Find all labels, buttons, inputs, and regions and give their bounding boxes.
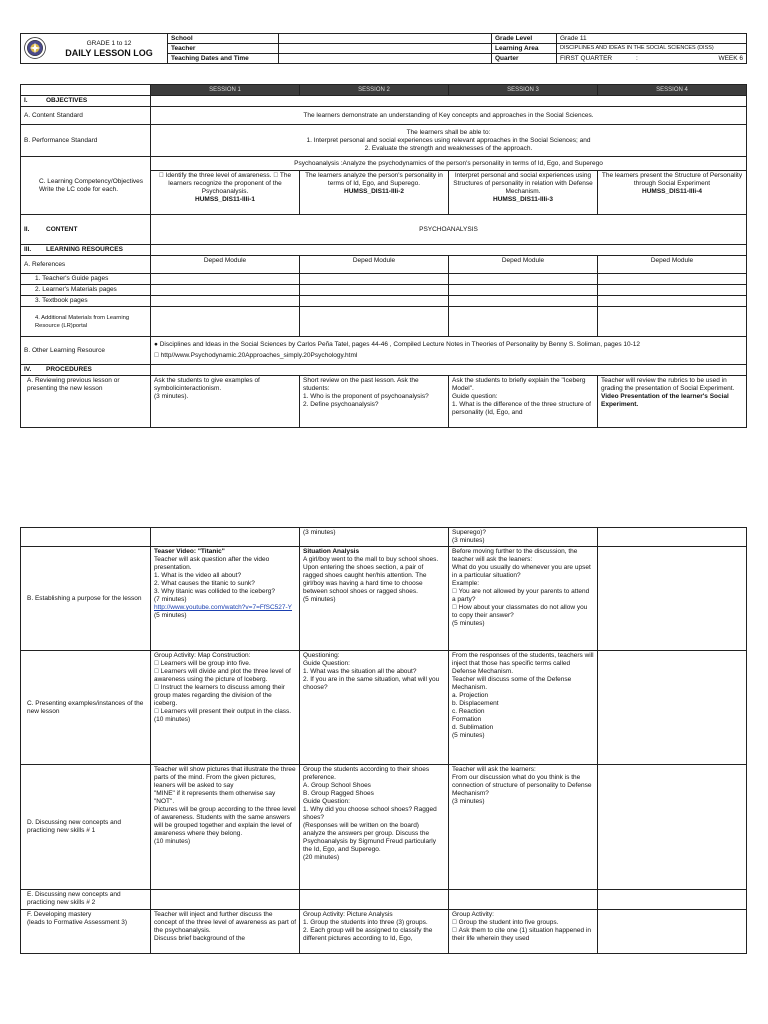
teacher-label: Teacher xyxy=(168,44,279,54)
continued-s3: Superego)? (3 minutes) xyxy=(449,528,598,547)
procedure-c-s2: Questioning: Guide Question: 1. What was the situation all the about? 2. If you are in the same situation, what will you choose? xyxy=(300,651,449,765)
other-resource-value: ● Disciplines and Ideas in the Social Sciences by Carlos Peña Tatel, pages 44-46 , Compiled Lecture Notes in Theories of Personality by Benny S. Soliman, pages 10-12 http//www.Psychodynamic.20Approaches_simply.20Psychology.html xyxy=(151,337,747,365)
objectives-heading: I. OBJECTIVES xyxy=(21,96,151,107)
content-value: PSYCHOANALYSIS xyxy=(151,215,747,245)
learners-materials-label: 2. Learner's Materials pages xyxy=(21,285,151,296)
log-title: DAILY LESSON LOG xyxy=(65,47,153,58)
session-2-header: SESSION 2 xyxy=(300,85,449,96)
quarter-separator: : xyxy=(635,55,638,62)
ref-s4: Deped Module xyxy=(598,256,747,274)
learning-area-value: DISCIPLINES AND IDEAS IN THE SOCIAL SCIENCES (DISS) xyxy=(557,44,747,54)
header-logo-cell xyxy=(21,34,168,64)
ref-s1: Deped Module xyxy=(151,256,300,274)
teachers-guide-label: 1. Teacher's Guide pages xyxy=(21,274,151,285)
procedure-d-s2: Group the students according to their shoes preference. A. Group School Shoes B. Group Ragged Shoes Guide Question: 1. Why did you choose school shoes? Ragged shoes? (Responses will be written on the board) analyze the answers per group. Discuss the Psychoanalysis by Sigmund Freud particularly the Id, Ego, and Superego. (20 minutes) xyxy=(300,765,449,890)
competency-s1: Identify the three level of awareness. The learners recognize the proponent of the Psychoanalysis. HUMSS_DIS11-IIIi-1 xyxy=(151,171,300,215)
procedure-b-s1: Teaser Video: "Titanic" Teacher will ask question after the video presentation. 1. What is the video all about? 2. What causes the titanic to sunk? 3. Why titanic was collided to the iceberg? (7 minutes) http://www.youtube.com/watch?v=7=FfSC527-Y (5 minutes) xyxy=(151,547,300,651)
performance-standard-value: The learners shall be able to: 1. Interpret personal and social experiences using relevant approaches in the Social Sciences; and 2. Evaluate the strength and weaknesses of the approach. xyxy=(151,125,747,157)
school-label: School xyxy=(168,34,279,44)
procedure-f-s1: Teacher will inject and further discuss the concept of the three level of awareness as part of the psychoanalysis. Discuss brief background of the xyxy=(151,910,300,954)
school-value xyxy=(279,34,492,44)
learning-area-label: Learning Area xyxy=(492,44,557,54)
procedure-b-s3: Before moving further to the discussion, the teacher will ask the leaners: What do you usually do whenever you are upset in a particular situation? Example: You are not allowed by your parents to attend a party? How about your classmates do not allow you to copy their answer? (5 minutes) xyxy=(449,547,598,651)
procedure-a-s1: Ask the students to give examples of symbolicinteractionism. (3 minutes). xyxy=(151,376,300,428)
deped-seal-icon xyxy=(24,37,46,59)
procedure-b-s2: Situation Analysis A girl/boy went to the mall to buy school shoes. Upon entering the shoes section, a pair of ragged shoes caught her/his attention. The girl/boy was having a hard time to choose between school shoes or ragged shoes. (5 minutes) xyxy=(300,547,449,651)
procedure-c-label: C. Presenting examples/instances of the new lesson xyxy=(21,651,151,765)
procedure-f-s2: Group Activity: Picture Analysis 1. Group the students into three (3) groups. 2. Each group will be assigned to classify the different pictures according to Id, Ego, xyxy=(300,910,449,954)
quarter-label: Quarter xyxy=(492,54,557,64)
procedure-b-label: B. Establishing a purpose for the lesson xyxy=(21,547,151,651)
teacher-value xyxy=(279,44,492,54)
content-standard-value: The learners demonstrate an understanding of Key concepts and approaches in the Social Sciences. xyxy=(151,107,747,125)
session-4-header: SESSION 4 xyxy=(598,85,747,96)
competency-label: C. Learning Competency/Objectives Write the LC code for each. xyxy=(21,157,151,215)
grade-level-value: Grade 11 xyxy=(557,34,747,44)
performance-standard-label: B. Performance Standard xyxy=(21,125,151,157)
competency-s3: Interpret personal and social experiences using Structures of personality in relation with Defense Mechanism. HUMSS_DIS11-IIIi-3 xyxy=(449,171,598,215)
session-1-header: SESSION 1 xyxy=(151,85,300,96)
other-resource-label: B. Other Learning Resource xyxy=(21,337,151,365)
lesson-table-page2 xyxy=(20,527,747,954)
content-standard-label: A. Content Standard xyxy=(21,107,151,125)
dates-value xyxy=(279,54,492,64)
ref-s3: Deped Module xyxy=(449,256,598,274)
procedure-d-label: D. Discussing new concepts and practicing new skills # 1 xyxy=(21,765,151,890)
lesson-table-page1 xyxy=(20,84,747,428)
procedure-a-s3: Ask the students to briefly explain the "Iceberg Model". Guide question: 1. What is the difference of the three structure of personality (Id, Ego, and xyxy=(449,376,598,428)
week-value: WEEK 6 xyxy=(718,55,743,62)
procedure-a-label: A. Reviewing previous lesson or presenting the new lesson xyxy=(21,376,151,428)
competency-s4: The learners present the Structure of Personality through Social Experiment HUMSS_DIS11-IIIi-4 xyxy=(598,171,747,215)
dates-label: Teaching Dates and Time xyxy=(168,54,279,64)
procedure-d-s3: Teacher will ask the learners: From our discussion what do you think is the connection of structure of personality to Defense Mechanism? (3 minutes) xyxy=(449,765,598,890)
quarter-text: FIRST QUARTER xyxy=(560,55,613,62)
grade-range: GRADE 1 to 12 xyxy=(86,39,132,47)
procedure-f-label: F. Developing mastery (leads to Formative Assessment 3) xyxy=(21,910,151,954)
references-label: A. References xyxy=(21,256,151,274)
textbook-label: 3. Textbook pages xyxy=(21,296,151,307)
continued-s2: (3 minutes) xyxy=(300,528,449,547)
procedure-a-s4: Teacher will review the rubrics to be used in grading the presentation of Social Experiment. Video Presentation of the learner's Social Experiment. xyxy=(598,376,747,428)
additional-materials-label: 4. Additional Materials from Learning Resource (LR)portal xyxy=(21,307,151,337)
grade-level-label: Grade Level xyxy=(492,34,557,44)
quarter-value xyxy=(557,54,747,64)
procedure-f-s3: Group Activity: Group the student into five groups. Ask them to cite one (1) situation happened in their life wherein they used xyxy=(449,910,598,954)
competency-s2: The learners analyze the person's personality in terms of Id, Ego, and Superego. HUMSS_DIS11-IIIi-2 xyxy=(300,171,449,215)
header-table xyxy=(20,33,747,64)
procedures-heading: IV. PROCEDURES xyxy=(21,365,151,376)
resources-heading: III. LEARNING RESOURCES xyxy=(21,245,151,256)
competency-main: Psychoanalysis :Analyze the psychodynamics of the person's personality in terms of Id, Ego, and Superego xyxy=(151,157,747,171)
procedure-a-s2: Short review on the past lesson. Ask the students: 1. Who is the proponent of psychoanalysis? 2. Define psychoanalysis? xyxy=(300,376,449,428)
titanic-video-link[interactable]: http://www.youtube.com/watch?v=7=FfSC527-Y xyxy=(154,604,293,611)
procedure-c-s3: From the responses of the students, teachers will inject that those has specific terms called Defense Mechanism. Teacher will discuss some of the Defense Mechanism. a. Projection b. Displacement c. Reaction Formation d. Sublimation (5 minutes) xyxy=(449,651,598,765)
procedure-d-s1: Teacher will show pictures that illustrate the three parts of the mind. From the given pictures, leaners will be asked to say "MINE" if it represents them otherwise say "NOT". Pictures will be group according to the three level of awareness. Students with the same answers will be grouped together and explain the level of awareness where they belong. (10 minutes) xyxy=(151,765,300,890)
session-3-header: SESSION 3 xyxy=(449,85,598,96)
procedure-c-s1: Group Activity: Map Construction: Learners will be group into five. Learners will divide and plot the three level of awareness using the picture of Iceberg. Instruct the learners to discuss among their group mates regarding the division of the iceberg. Learners will present their output in the class. (10 minutes) xyxy=(151,651,300,765)
sessions-corner xyxy=(21,85,151,96)
content-heading: II. CONTENT xyxy=(21,215,151,245)
procedure-e-label: E. Discussing new concepts and practicing new skills # 2 xyxy=(21,890,151,910)
ref-s2: Deped Module xyxy=(300,256,449,274)
